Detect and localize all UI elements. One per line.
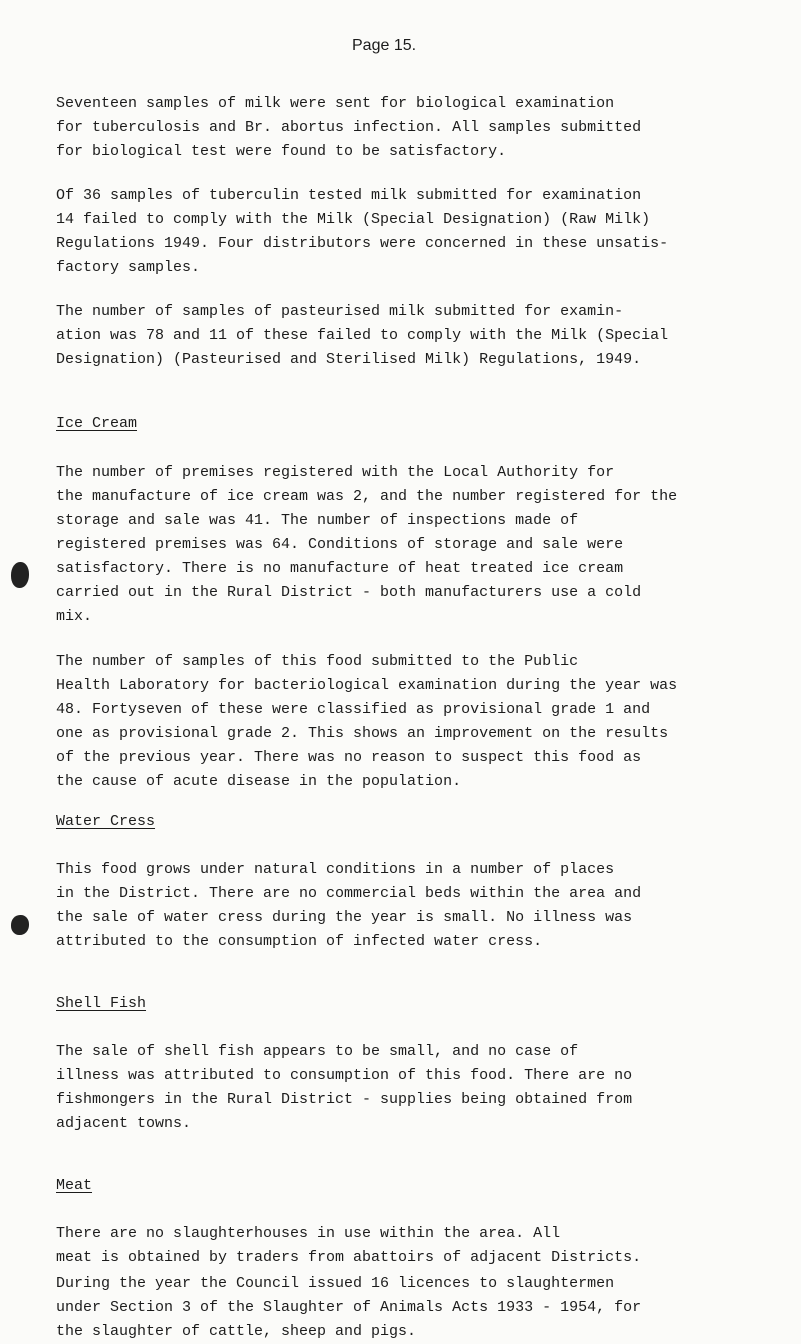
heading-meat: Meat bbox=[56, 1177, 93, 1194]
paragraph-pasteurised-milk: The number of samples of pasteurised milk submitted for examin- ation was 78 and 11 of these failed to comply with the Milk (Special Designation) (Pasteurised and Sterilised Milk) Regulations, 1949. bbox=[56, 303, 669, 368]
paragraph-ice-cream-premises: The number of premises registered with the Local Authority for the manufacture of ice cream was 2, and the number registered for the storage and sale was 41. The number of inspections made of registered premises was 64. Conditions of storage and sale were satisfactory. There is no manufacture of heat treated ice cream carried out in the Rural District - both manufacturers use a cold mix. bbox=[56, 464, 678, 625]
paragraph-water-cress: This food grows under natural conditions in a number of places in the District. There are no commercial beds within the area and the sale of water cress during the year is small. No illness was attributed to the consumption of infected water cress. bbox=[56, 861, 642, 950]
punch-hole-mark bbox=[11, 915, 29, 935]
paragraph-slaughter-licences: During the year the Council issued 16 licences to slaughtermen under Section 3 of the Slaughter of Animals Acts 1933 - 1954, for the slaughter of cattle, sheep and pigs. bbox=[56, 1275, 642, 1340]
heading-ice-cream: Ice Cream bbox=[56, 415, 138, 432]
page-number: Page 15. bbox=[352, 37, 417, 54]
paragraph-ice-cream-samples: The number of samples of this food submitted to the Public Health Laboratory for bacteriological examination during the year was 48. Fortyseven of these were classified as provisional grade 1 and one as provisional grade 2. This shows an improvement on the results of the previous year. There was no reason to suspect this food as the cause of acute disease in the population. bbox=[56, 653, 678, 790]
heading-water-cress: Water Cress bbox=[56, 813, 156, 830]
paragraph-biological-samples: Seventeen samples of milk were sent for biological examination for tuberculosis and Br. abortus infection. All samples submitted for biological test were found to be satisfactory. bbox=[56, 95, 642, 160]
paragraph-shell-fish: The sale of shell fish appears to be small, and no case of illness was attributed to consumption of this food. There are no fishmongers in the Rural District - supplies being obtained from adjacent towns. bbox=[56, 1043, 633, 1132]
paragraph-meat-abattoirs: There are no slaughterhouses in use within the area. All meat is obtained by traders from abattoirs of adjacent Districts. bbox=[56, 1225, 642, 1266]
paragraph-tuberculin-milk: Of 36 samples of tuberculin tested milk submitted for examination 14 failed to comply with the Milk (Special Designation) (Raw Milk) Regulations 1949. Four distributors were concerned in these unsatis- factory samples. bbox=[56, 187, 669, 276]
punch-hole-mark bbox=[11, 562, 29, 588]
heading-shell-fish: Shell Fish bbox=[56, 995, 147, 1012]
